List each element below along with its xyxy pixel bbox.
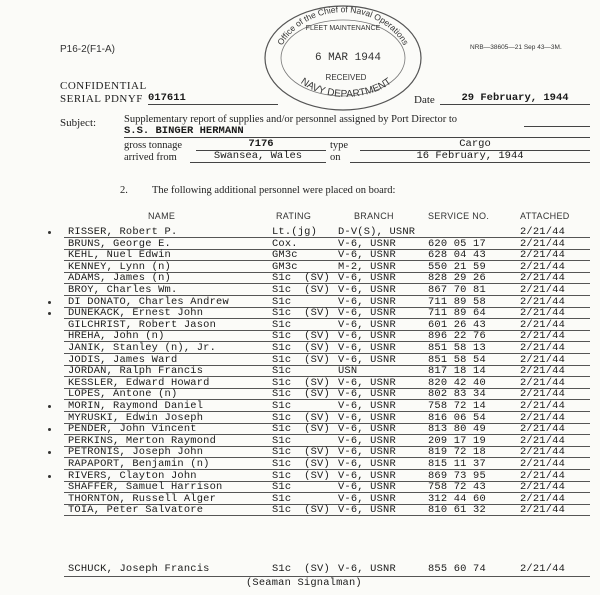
cell-branch: V-6, USNR	[338, 376, 396, 389]
paragraph-text: The following additional personnel were placed on board:	[152, 185, 396, 196]
ship-name: S.S. BINGER HERMANN	[124, 125, 590, 138]
cell-branch: V-6, USNR	[338, 237, 396, 250]
margin-mark-icon	[48, 451, 51, 454]
cell-branch: V-6, USNR	[338, 284, 396, 296]
cell-service: 867 70 81	[428, 284, 486, 296]
cell-rating: S1c (SV)	[272, 307, 330, 320]
cell-name: BROY, Charles Wm.	[68, 284, 178, 296]
cell-name: RIVERS, Clayton John	[68, 469, 197, 482]
cell-rating: Cox.	[272, 237, 298, 250]
cell-rating: S1c (SV)	[272, 376, 330, 389]
cell-service: 312 44 60	[428, 492, 486, 505]
cell-branch: V-6, USNR	[338, 446, 396, 459]
cell-name: JANIK, Stanley (n), Jr.	[68, 342, 217, 354]
cell-name: THORNTON, Russell Alger	[68, 492, 217, 505]
cell-name: PETRONIS, Joseph John	[68, 446, 204, 459]
cell-attached: 2/21/44	[520, 226, 566, 238]
cell-attached: 2/21/44	[520, 330, 566, 343]
cell-service: 620 05 17	[428, 237, 486, 250]
row-rule	[64, 515, 590, 516]
cell-service: 815 11 37	[428, 458, 486, 470]
final-row-name: SCHUCK, Joseph Francis	[68, 563, 210, 575]
cell-branch: M-2, USNR	[338, 260, 396, 273]
paragraph-number: 2.	[120, 185, 128, 196]
cell-attached: 2/21/44	[520, 469, 566, 482]
form-id: P16-2(F1-A)	[60, 44, 116, 55]
date-label: Date	[414, 94, 435, 106]
cell-rating: S1c (SV)	[272, 446, 330, 459]
cell-name: DUNEKACK, Ernest John	[68, 307, 204, 320]
cell-rating: S1c (SV)	[272, 423, 330, 436]
cell-rating: S1c	[272, 481, 292, 494]
cell-branch: V-6, USNR	[338, 388, 396, 401]
cell-rating: S1c (SV)	[272, 388, 330, 401]
cell-branch: V-6, USNR	[338, 423, 396, 436]
cell-branch: V-6, USNR	[338, 434, 396, 447]
date-value: 29 February, 1944	[440, 92, 590, 105]
final-row-note: (Seaman Signalman)	[246, 577, 362, 589]
cell-branch: USN	[338, 365, 358, 378]
arrived-from: Swansea, Wales	[190, 150, 326, 163]
margin-mark-icon	[48, 312, 51, 315]
cell-branch: D-V(S), USNR	[338, 226, 416, 238]
received-stamp	[258, 0, 428, 112]
arrived-on: 16 February, 1944	[350, 150, 590, 163]
cell-rating: Lt.(jg)	[272, 226, 318, 238]
cell-rating: S1c (SV)	[272, 469, 330, 482]
cell-service: 711 89 58	[428, 295, 486, 308]
cell-branch: V-6, USNR	[338, 400, 396, 412]
cell-rating: S1c	[272, 295, 292, 308]
classification: CONFIDENTIAL	[60, 80, 147, 92]
cell-name: ADAMS, James (n)	[68, 272, 171, 285]
cell-name: DI DONATO, Charles Andrew	[68, 295, 229, 308]
cell-attached: 2/21/44	[520, 237, 566, 250]
cell-name: RAPAPORT, Benjamin (n)	[68, 458, 210, 470]
col-header-service: SERVICE NO.	[428, 211, 490, 221]
cell-attached: 2/21/44	[520, 458, 566, 470]
cell-attached: 2/21/44	[520, 446, 566, 459]
subject-text: Supplementary report of supplies and/or personnel assigned by Port Director to	[124, 114, 458, 125]
cell-attached: 2/21/44	[520, 400, 566, 412]
col-header-attached: ATTACHED	[520, 211, 570, 221]
gross-tonnage-label: gross tonnage	[124, 140, 183, 151]
cell-service: 819 72 18	[428, 446, 486, 459]
cell-name: SHAFFER, Samuel Harrison	[68, 481, 223, 494]
cell-name: JORDAN, Ralph Francis	[68, 365, 204, 378]
cell-attached: 2/21/44	[520, 492, 566, 505]
serial-label: SERIAL PDNYF	[60, 93, 143, 105]
cell-service: 628 04 43	[428, 249, 486, 262]
stamp-received: RECEIVED	[325, 73, 367, 82]
type-value: Cargo	[360, 138, 590, 151]
cell-service: 828 29 26	[428, 272, 486, 285]
cell-branch: V-6, USNR	[338, 469, 396, 482]
cell-attached: 2/21/44	[520, 411, 566, 424]
cell-rating: S1c (SV)	[272, 504, 330, 517]
col-header-branch: BRANCH	[354, 211, 394, 221]
cell-service: 869 73 95	[428, 469, 486, 482]
stamp-division: FLEET MAINTENANCE	[305, 25, 381, 32]
cell-attached: 2/21/44	[520, 481, 566, 494]
cell-branch: V-6, USNR	[338, 411, 396, 424]
cell-rating: GM3c	[272, 249, 298, 262]
cell-rating: GM3c	[272, 260, 298, 273]
cell-rating: S1c	[272, 492, 292, 505]
cell-attached: 2/21/44	[520, 388, 566, 401]
cell-rating: S1c (SV)	[272, 272, 330, 285]
stamp-department: NAVY DEPARTMENT	[298, 76, 394, 100]
cell-attached: 2/21/44	[520, 376, 566, 389]
final-row-attached: 2/21/44	[520, 563, 566, 575]
cell-attached: 2/21/44	[520, 284, 566, 296]
cell-name: KEHL, Nuel Edwin	[68, 249, 171, 262]
cell-name: LOPES, Antone (n)	[68, 388, 178, 401]
cell-attached: 2/21/44	[520, 504, 566, 517]
final-row-service: 855 60 74	[428, 563, 486, 575]
final-row-rating: S1c (SV)	[272, 563, 330, 575]
cell-rating: S1c	[272, 318, 292, 331]
cell-attached: 2/21/44	[520, 272, 566, 285]
cell-attached: 2/21/44	[520, 307, 566, 320]
subject-label: Subject:	[60, 117, 97, 129]
cell-branch: V-6, USNR	[338, 353, 396, 366]
cell-service: 550 21 59	[428, 260, 486, 273]
cell-name: PENDER, John Vincent	[68, 423, 197, 436]
cell-branch: V-6, USNR	[338, 295, 396, 308]
on-label: on	[330, 152, 341, 163]
cell-attached: 2/21/44	[520, 295, 566, 308]
cell-service: 209 17 19	[428, 434, 486, 447]
cell-service: 802 83 34	[428, 388, 486, 401]
cell-service: 711 89 64	[428, 307, 486, 320]
type-label: type	[330, 140, 349, 151]
cell-name: KENNEY, Lynn (n)	[68, 260, 171, 273]
cell-rating: S1c (SV)	[272, 342, 330, 354]
cell-name: KESSLER, Edward Howard	[68, 376, 210, 389]
margin-mark-icon	[48, 475, 51, 478]
col-header-name: NAME	[148, 211, 176, 221]
cell-branch: V-6, USNR	[338, 272, 396, 285]
cell-branch: V-6, USNR	[338, 249, 396, 262]
cell-name: HREHA, John (n)	[68, 330, 165, 343]
arrived-from-label: arrived from	[124, 152, 177, 163]
cell-rating: S1c (SV)	[272, 458, 330, 470]
cell-name: TOIA, Peter Salvatore	[68, 504, 204, 517]
cell-branch: V-6, USNR	[338, 307, 396, 320]
cell-branch: V-6, USNR	[338, 458, 396, 470]
cell-name: PERKINS, Merton Raymond	[68, 434, 217, 447]
cell-rating: S1c	[272, 400, 292, 412]
cell-branch: V-6, USNR	[338, 504, 396, 517]
form-code: NRB—38605—21 Sep 43—3M.	[470, 44, 562, 51]
cell-name: JODIS, James Ward	[68, 353, 178, 366]
cell-attached: 2/21/44	[520, 365, 566, 378]
cell-name: MORIN, Raymond Daniel	[68, 400, 204, 412]
cell-rating: S1c (SV)	[272, 284, 330, 296]
cell-attached: 2/21/44	[520, 249, 566, 262]
cell-rating: S1c	[272, 434, 292, 447]
margin-mark-icon	[48, 405, 51, 408]
gross-tonnage: 7176	[196, 138, 326, 151]
cell-service: 851 58 54	[428, 353, 486, 366]
cell-attached: 2/21/44	[520, 318, 566, 331]
cell-service: 816 06 54	[428, 411, 486, 424]
cell-attached: 2/21/44	[520, 353, 566, 366]
cell-service: 820 42 40	[428, 376, 486, 389]
cell-service: 851 58 13	[428, 342, 486, 354]
cell-rating: S1c	[272, 365, 292, 378]
cell-service: 896 22 76	[428, 330, 486, 343]
cell-branch: V-6, USNR	[338, 492, 396, 505]
margin-mark-icon	[48, 231, 51, 234]
final-row-branch: V-6, USNR	[338, 563, 396, 575]
cell-branch: V-6, USNR	[338, 330, 396, 343]
stamp-date: 6 MAR 1944	[314, 52, 382, 64]
stamp-office: Office of the Chief of Naval Operations	[275, 4, 411, 47]
cell-attached: 2/21/44	[520, 342, 566, 354]
margin-mark-icon	[48, 428, 51, 431]
cell-attached: 2/21/44	[520, 423, 566, 436]
cell-name: RISSER, Robert P.	[68, 226, 178, 238]
cell-name: GILCHRIST, Robert Jason	[68, 318, 217, 331]
cell-rating: S1c (SV)	[272, 330, 330, 343]
col-header-rating: RATING	[276, 211, 312, 221]
cell-service: 810 61 32	[428, 504, 486, 517]
margin-mark-icon	[48, 301, 51, 304]
cell-branch: V-6, USNR	[338, 342, 396, 354]
cell-service: 817 18 14	[428, 365, 486, 378]
cell-branch: V-6, USNR	[338, 481, 396, 494]
cell-rating: S1c (SV)	[272, 411, 330, 424]
cell-attached: 2/21/44	[520, 260, 566, 273]
cell-attached: 2/21/44	[520, 434, 566, 447]
cell-service: 758 72 43	[428, 481, 486, 494]
cell-branch: V-6, USNR	[338, 318, 396, 331]
cell-rating: S1c (SV)	[272, 353, 330, 366]
cell-name: MYRUSKI, Edwin Joseph	[68, 411, 204, 424]
cell-service: 758 72 14	[428, 400, 486, 412]
cell-service: 601 26 43	[428, 318, 486, 331]
cell-service: 813 80 49	[428, 423, 486, 436]
cell-name: BRUNS, George E.	[68, 237, 171, 250]
serial-value: 017611	[148, 92, 278, 105]
